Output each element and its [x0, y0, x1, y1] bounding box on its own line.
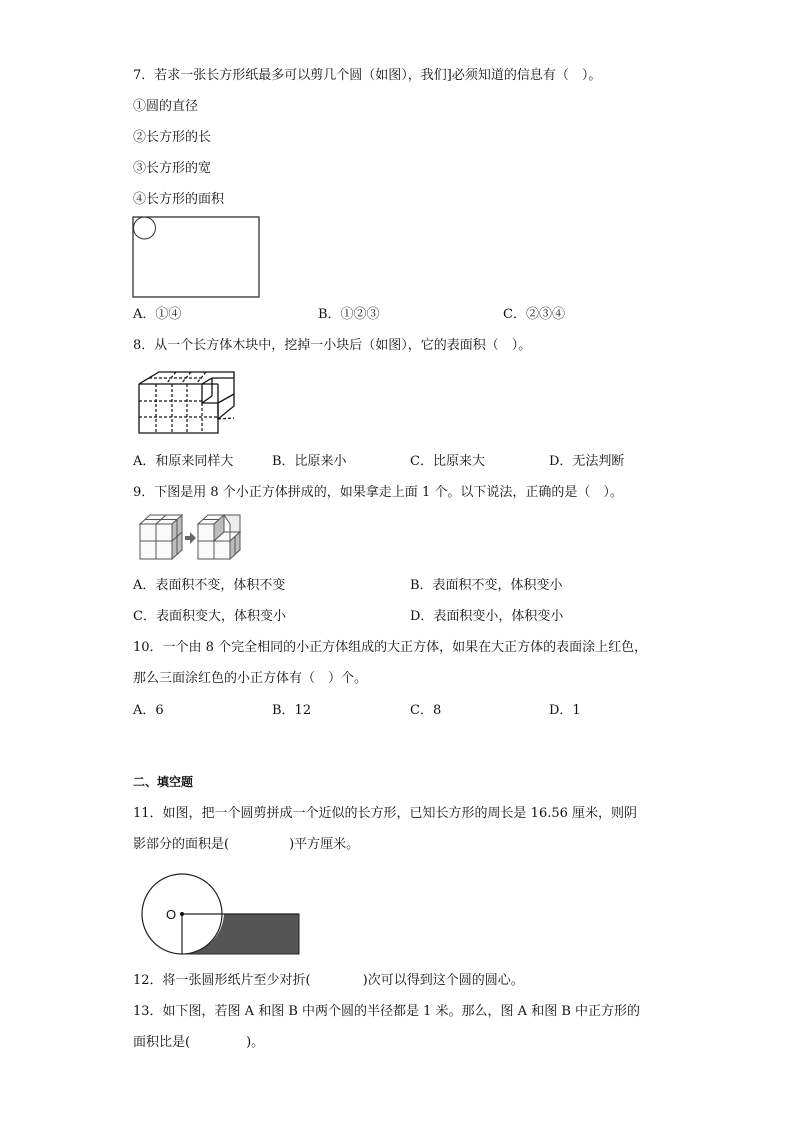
q8-option-d[interactable]: D．无法判断 — [549, 454, 625, 469]
q9-stem: 9．下图是用 8 个小正方体拼成的，如果拿走上面 1 个。以下说法，正确的是（ ）。 — [133, 485, 623, 500]
q13-stem-suffix: )。 — [246, 1035, 265, 1050]
q11-stem-suffix: )平方厘米。 — [289, 837, 360, 852]
figure-circle — [134, 217, 156, 239]
q13-stem-line1: 13．如下图，若图 A 和图 B 中两个圆的半径都是 1 米。那么，图 A 和图 B 中正方形的 — [133, 1004, 641, 1019]
q7-option-b[interactable]: B．①②③ — [318, 307, 380, 322]
arrow-right-icon — [185, 532, 196, 544]
q11-stem-line1: 11．如图，把一个圆剪拼成一个近似的长方形，已知长方形的周长是 16.56 厘米，则阴 — [133, 806, 638, 821]
center-label: O — [166, 907, 177, 922]
q7-item-4: ④长方形的面积 — [133, 192, 225, 207]
circle-and-shaded-rectangle-figure — [138, 870, 308, 960]
q8-option-b[interactable]: B．比原来小 — [272, 454, 347, 469]
q7-item-1: ①圆的直径 — [133, 99, 199, 114]
q13-stem-prefix: 面积比是( — [133, 1035, 191, 1050]
q8-option-c[interactable]: C．比原来大 — [410, 454, 485, 469]
q9-option-b[interactable]: B．表面积不变，体积变小 — [410, 578, 563, 593]
cubes-before-after-figure — [138, 512, 248, 562]
q10-stem-line1: 10．一个由 8 个完全相同的小正方体组成的大正方体，如果在大正方体的表面涂上红色， — [133, 640, 648, 655]
q12-stem-prefix: 12．将一张圆形纸片至少对折( — [133, 973, 311, 988]
q10-option-d[interactable]: D．1 — [549, 703, 581, 718]
q11-stem-line2 — [133, 837, 359, 853]
q7-stem: 7．若求一张长方形纸最多可以剪几个圆（如图），我们]必须知道的信息有（ ）。 — [133, 68, 602, 83]
q8-option-a[interactable]: A．和原来同样大 — [133, 454, 234, 469]
q7-option-a[interactable]: A．①④ — [133, 307, 182, 322]
q10-option-a[interactable]: A．6 — [133, 703, 164, 718]
cuboid-with-cut-block-figure — [136, 366, 236, 436]
q11-stem-prefix: 影部分的面积是( — [133, 837, 230, 852]
q9-option-c[interactable]: C．表面积变大，体积变小 — [133, 609, 286, 624]
q7-item-3: ③长方形的宽 — [133, 161, 212, 176]
q12-stem-suffix: )次可以得到这个圆的圆心。 — [362, 973, 524, 988]
figure-rectangle — [133, 217, 259, 297]
q12-stem — [133, 973, 524, 989]
q9-option-a[interactable]: A．表面积不变，体积不变 — [133, 578, 286, 593]
section-title: 二、填空题 — [133, 775, 194, 789]
q10-option-b[interactable]: B．12 — [272, 703, 312, 718]
q7-item-2: ②长方形的长 — [133, 130, 212, 145]
q13-stem-line2 — [133, 1035, 264, 1051]
q10-stem-line2: 那么三面涂红色的小正方体有（ ）个。 — [133, 671, 368, 686]
rectangle-with-circle-figure — [132, 216, 262, 300]
center-point — [180, 912, 184, 916]
q7-option-c[interactable]: C．②③④ — [503, 307, 565, 322]
q8-stem: 8．从一个长方体木块中，挖掉一小块后（如图），它的表面积（ ）。 — [133, 338, 532, 353]
q10-option-c[interactable]: C．8 — [410, 703, 442, 718]
q9-option-d[interactable]: D．表面积变小，体积变小 — [410, 609, 564, 624]
